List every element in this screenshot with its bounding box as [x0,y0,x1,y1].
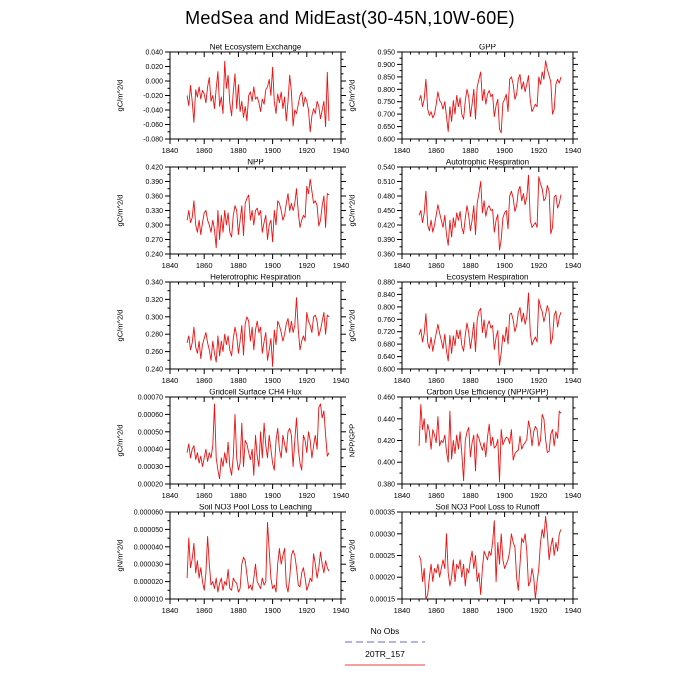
svg-text:0.720: 0.720 [377,329,395,337]
svg-text:1840: 1840 [393,491,411,500]
svg-text:0.540: 0.540 [377,164,395,172]
svg-text:1900: 1900 [496,261,513,270]
svg-text:1880: 1880 [230,261,247,270]
svg-text:0.020: 0.020 [145,64,163,71]
svg-text:Heterotrophic Respiration: Heterotrophic Respiration [210,274,301,282]
svg-text:0.800: 0.800 [377,304,395,312]
svg-text:1860: 1860 [427,146,445,155]
svg-text:gC/m^2/d: gC/m^2/d [115,424,125,457]
svg-text:1880: 1880 [230,606,247,615]
svg-text:0.600: 0.600 [377,366,395,374]
svg-text:1900: 1900 [264,606,281,615]
svg-text:1900: 1900 [264,146,281,155]
svg-text:0.880: 0.880 [377,279,395,287]
svg-text:0.360: 0.360 [377,251,395,259]
svg-text:0.600: 0.600 [377,136,395,144]
svg-text:1900: 1900 [264,376,281,385]
svg-text:1840: 1840 [161,491,179,500]
series-line-sample [345,663,425,667]
svg-text:1900: 1900 [264,491,281,500]
svg-text:0.00020: 0.00020 [137,481,163,489]
svg-text:0.640: 0.640 [377,354,395,362]
svg-text:1880: 1880 [230,146,247,155]
svg-text:Net Ecosystem Exchange: Net Ecosystem Exchange [209,44,302,52]
svg-text:0.00050: 0.00050 [137,429,163,437]
svg-text:gC/m^2/d: gC/m^2/d [347,79,357,112]
svg-text:1880: 1880 [462,606,479,615]
svg-text:1860: 1860 [427,376,445,385]
svg-text:gC/m^2/d: gC/m^2/d [347,309,357,342]
svg-text:0.320: 0.320 [145,296,163,304]
svg-text:1920: 1920 [530,491,548,500]
svg-text:Autotrophic Respiration: Autotrophic Respiration [445,159,530,167]
svg-text:1880: 1880 [462,491,479,500]
chart-soil-no3-loss-leaching [105,504,357,616]
svg-text:1920: 1920 [298,376,316,385]
svg-text:0.480: 0.480 [377,193,395,201]
svg-text:0.270: 0.270 [145,237,163,244]
svg-text:1880: 1880 [462,376,479,385]
svg-text:0.440: 0.440 [377,416,395,424]
svg-text:0.00030: 0.00030 [369,531,395,539]
chart-soil-no3-loss-runoff [337,504,589,616]
svg-text:1920: 1920 [298,261,316,270]
svg-text:1900: 1900 [264,261,281,270]
svg-text:1900: 1900 [496,146,513,155]
chart-heterotrophic-respiration [105,274,357,386]
svg-text:1860: 1860 [195,491,213,500]
svg-text:0.340: 0.340 [145,279,163,287]
chart-gpp [337,44,589,156]
svg-text:NPP: NPP [247,159,264,167]
svg-text:1920: 1920 [530,606,548,615]
svg-text:0.460: 0.460 [377,394,395,402]
svg-text:1880: 1880 [462,146,479,155]
svg-text:gC/m^2/d: gC/m^2/d [347,194,357,227]
svg-text:0.680: 0.680 [377,341,395,349]
chart-carbon-use-efficiency [337,389,589,501]
legend [325,626,445,672]
svg-text:0.00030: 0.00030 [137,464,163,472]
svg-text:GPP: GPP [479,44,496,52]
svg-text:1840: 1840 [393,606,411,615]
svg-text:0.300: 0.300 [145,314,163,322]
chart-net-ecosystem-exchange [105,44,357,156]
svg-text:gN/m^2/d: gN/m^2/d [115,539,125,572]
svg-text:Carbon Use Efficiency (NPP/GPP: Carbon Use Efficiency (NPP/GPP) [426,389,549,397]
svg-text:0.000040: 0.000040 [133,544,163,552]
svg-text:1840: 1840 [393,261,411,270]
chart-autotrophic-respiration [337,159,589,271]
svg-text:0.380: 0.380 [377,481,395,489]
svg-text:1940: 1940 [564,491,582,500]
svg-text:1860: 1860 [195,261,213,270]
svg-text:0.510: 0.510 [377,179,395,186]
svg-text:0.00035: 0.00035 [369,509,395,517]
svg-text:1860: 1860 [195,376,213,385]
svg-text:0.000010: 0.000010 [133,596,163,604]
svg-text:Soil NO3 Pool Loss to Leaching: Soil NO3 Pool Loss to Leaching [199,504,312,512]
svg-text:0.800: 0.800 [377,86,395,94]
svg-text:1840: 1840 [161,261,179,270]
svg-text:gC/m^2/d: gC/m^2/d [115,309,125,342]
svg-text:1840: 1840 [161,146,179,155]
svg-text:0.260: 0.260 [145,349,163,357]
svg-text:0.00070: 0.00070 [137,394,163,402]
svg-text:Soil NO3 Pool Loss to Runoff: Soil NO3 Pool Loss to Runoff [435,504,540,512]
svg-text:1840: 1840 [393,146,411,155]
svg-text:0.00060: 0.00060 [137,411,163,419]
svg-text:1900: 1900 [496,491,513,500]
svg-text:1900: 1900 [496,606,513,615]
svg-text:0.420: 0.420 [377,438,395,445]
svg-text:0.650: 0.650 [377,124,395,132]
svg-text:Ecosystem Respiration: Ecosystem Respiration [446,274,529,282]
svg-text:1920: 1920 [530,376,548,385]
svg-text:1920: 1920 [298,146,316,155]
svg-text:1880: 1880 [230,491,247,500]
svg-text:0.760: 0.760 [377,316,395,324]
svg-text:0.700: 0.700 [377,111,395,119]
svg-text:1940: 1940 [332,376,350,385]
svg-text:1840: 1840 [161,376,179,385]
svg-text:1940: 1940 [332,146,350,155]
chart-npp [105,159,357,271]
svg-text:1900: 1900 [496,376,513,385]
svg-text:0.240: 0.240 [145,366,163,374]
svg-text:1940: 1940 [332,261,350,270]
svg-text:-0.040: -0.040 [143,107,163,115]
page-title: MedSea and MidEast(30-45N,10W-60E) [185,8,515,28]
svg-text:1920: 1920 [530,146,548,155]
svg-text:NPP/GPP: NPP/GPP [347,423,357,458]
svg-text:0.040: 0.040 [145,49,163,57]
svg-text:0.390: 0.390 [145,179,163,186]
svg-text:1920: 1920 [298,491,316,500]
svg-text:gC/m^2/d: gC/m^2/d [115,194,125,227]
svg-text:0.000060: 0.000060 [133,509,163,517]
chart-ecosystem-respiration [337,274,589,386]
legend-series-label: 20TR_157 [365,649,405,659]
svg-text:1940: 1940 [564,606,582,615]
svg-text:0.240: 0.240 [145,251,163,259]
no-obs-line-sample [345,640,425,644]
svg-text:0.00015: 0.00015 [369,596,395,604]
svg-text:1940: 1940 [332,491,350,500]
svg-text:-0.060: -0.060 [143,122,163,129]
svg-text:0.450: 0.450 [377,208,395,215]
svg-text:0.390: 0.390 [377,237,395,244]
svg-text:0.000030: 0.000030 [133,561,163,569]
svg-text:0.900: 0.900 [377,61,395,69]
svg-text:0.420: 0.420 [377,222,395,230]
chart-gridcell-surface-ch4-flux [105,389,357,501]
svg-text:0.420: 0.420 [145,164,163,172]
svg-text:1860: 1860 [195,146,213,155]
svg-text:0.330: 0.330 [145,208,163,215]
svg-text:1860: 1860 [195,606,213,615]
svg-text:gN/m^2/d: gN/m^2/d [347,539,357,572]
svg-text:0.400: 0.400 [377,459,395,467]
svg-text:1940: 1940 [564,376,582,385]
svg-text:0.00025: 0.00025 [369,553,395,560]
svg-text:1940: 1940 [332,606,350,615]
svg-text:-0.020: -0.020 [143,93,163,100]
svg-text:0.00020: 0.00020 [369,574,395,582]
svg-text:1920: 1920 [298,606,316,615]
svg-text:0.00040: 0.00040 [137,446,163,454]
svg-text:1860: 1860 [427,606,445,615]
svg-text:0.280: 0.280 [145,331,163,339]
svg-text:1920: 1920 [530,261,548,270]
svg-text:1860: 1860 [427,261,445,270]
svg-text:0.300: 0.300 [145,222,163,230]
svg-text:0.000020: 0.000020 [133,579,163,587]
svg-text:1880: 1880 [230,376,247,385]
svg-text:0.360: 0.360 [145,193,163,201]
svg-text:0.000: 0.000 [145,78,163,86]
svg-text:1840: 1840 [393,376,411,385]
svg-text:1840: 1840 [161,606,179,615]
svg-text:0.750: 0.750 [377,99,395,107]
svg-text:-0.080: -0.080 [143,136,163,144]
legend-no-obs-label: No Obs [370,626,400,636]
svg-text:gC/m^2/d: gC/m^2/d [115,79,125,112]
svg-text:1940: 1940 [564,261,582,270]
svg-text:0.000050: 0.000050 [133,526,163,534]
svg-text:1880: 1880 [462,261,479,270]
svg-text:0.840: 0.840 [377,291,395,299]
svg-text:1940: 1940 [564,146,582,155]
svg-text:0.850: 0.850 [377,74,395,82]
svg-text:0.950: 0.950 [377,49,395,57]
svg-text:1860: 1860 [427,491,445,500]
svg-text:Gridcell Surface CH4 Flux: Gridcell Surface CH4 Flux [209,389,302,397]
